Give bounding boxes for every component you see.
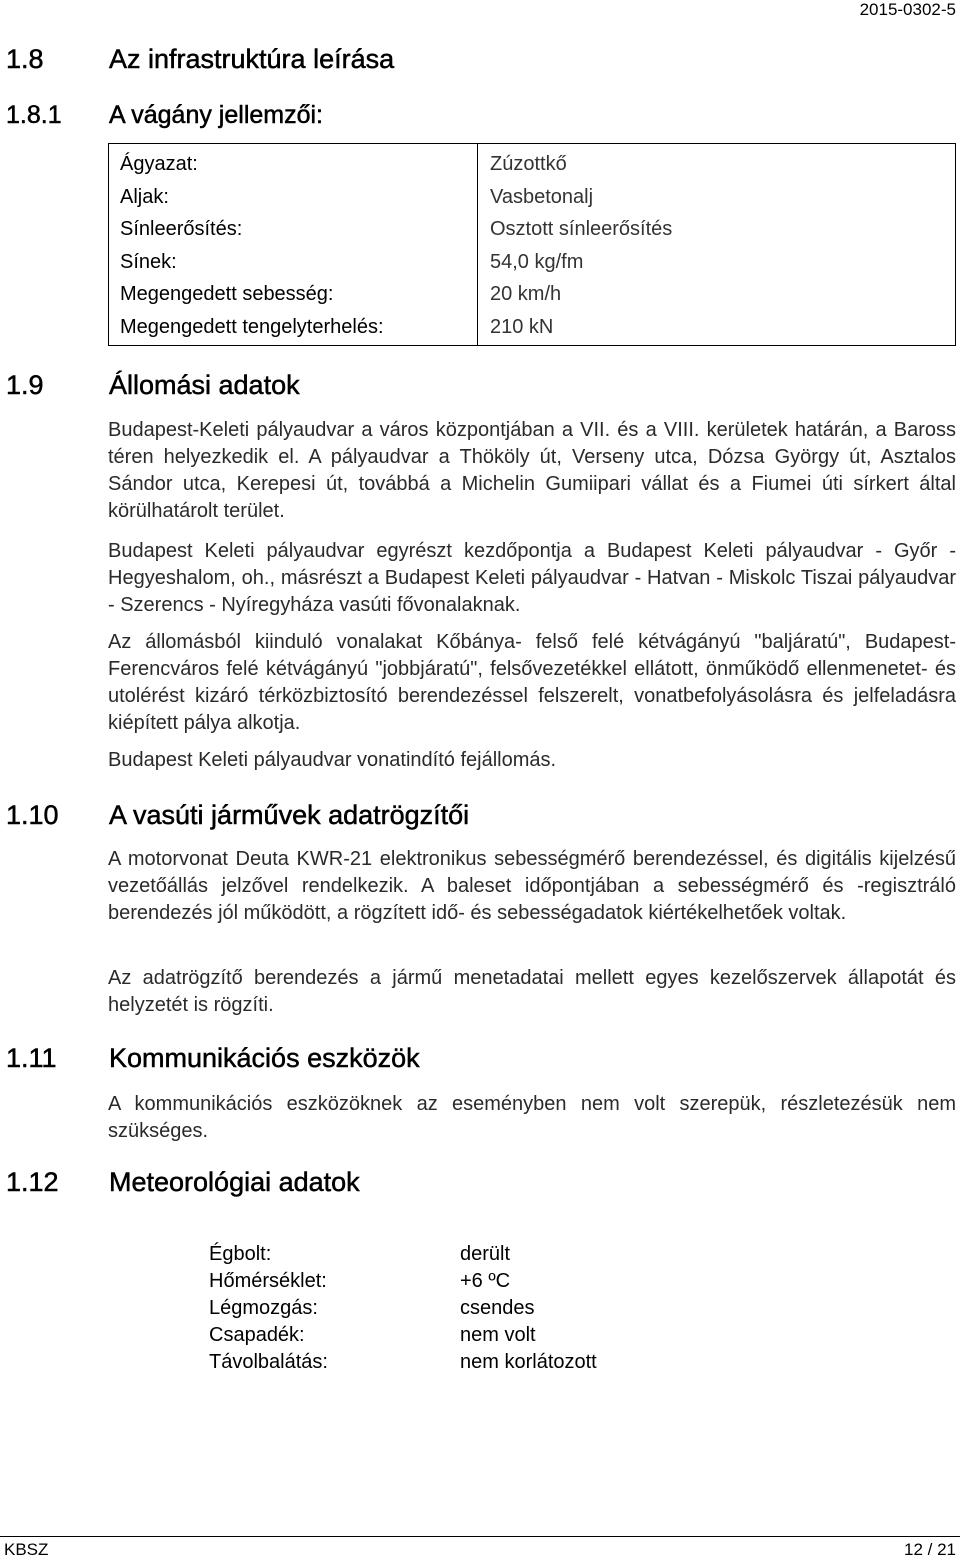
value-agyazat: Zúzottkő (490, 153, 567, 175)
label-aljak: Aljak: (120, 185, 169, 208)
weather-row (209, 1349, 597, 1376)
section-heading-1-8-1: 1.8.1 A vágány jellemzői: (6, 101, 324, 129)
weather-row (209, 1268, 597, 1295)
paragraph-1-9-lines: Budapest Keleti pályaudvar egyrészt kezdőpontja a Budapest Keleti pályaudvar - Győr - Hegyeshalom, oh., másrészt a Budapest Keleti pályaudvar - Hatvan - Miskolc Tiszai pályaudvar - Szerencs - Nyíregyháza vasúti fővonalaknak. (108, 540, 956, 616)
paragraph-1-9-terminus: Budapest Keleti pályaudvar vonatindító fejállomás. (108, 749, 557, 771)
document-id: 2015-0302-5 (859, 0, 956, 19)
footer-divider (0, 1536, 960, 1537)
label-sinleerosites: Sínleerősítés: (120, 218, 243, 240)
footer-page-number: 12 / 21 (904, 1540, 956, 1559)
value-aljak: Vasbetonalj (490, 185, 594, 208)
paragraph-1-9-location: Budapest-Keleti pályaudvar a város központjában a VII. és a VIII. kerületek határán, a Baross téren helyezkedik el. A pályaudvar a Thököly út, Verseny utca, Dózsa György út, Asztalos Sándor utca, Kerepesi út, továbbá a Michelin Gumiipari vállat és a Fiumei úti sírkert által körülhatárolt terület. (108, 419, 956, 522)
track-characteristics-table (108, 143, 956, 346)
weather-label: Égbolt: (209, 1243, 272, 1265)
track-labels-cell (109, 144, 478, 346)
paragraph-1-10-recorder: A motorvonat Deuta KWR-21 elektronikus sebességmérő berendezéssel, és digitális kijelzésű vezetőállás jelzővel rendelkezik. A baleset időpontjában a sebességmérő és -regisztráló berendezés jól működött, a rögzített idő- és sebességadatok kiértékelhetőek voltak. (108, 848, 956, 924)
paragraph-1-9-tracks: Az állomásból kiinduló vonalakat Kőbánya- felső felé kétvágányú "baljáratú", Budapest-Ferencváros felé kétvágányú "jobbjáratú", felsővezetékkel ellátott, önműködő ellenmenetet- és utolérést kizáró térközbiztosító berendezéssel felszerelt, vonatbefolyásolásra és jelfeladásra kiépített pálya alkotja. (108, 631, 956, 734)
weather-label: Légmozgás: (209, 1297, 318, 1319)
section-heading-1-12: 1.12 Meteorológiai adatok (6, 1167, 360, 1197)
weather-value: csendes (460, 1297, 535, 1319)
value-sinek: 54,0 kg/fm (490, 250, 584, 273)
section-heading-1-11: 1.11 Kommunikációs eszközök (6, 1043, 420, 1073)
paragraph-1-11-communication: A kommunikációs eszközöknek az eseményben nem volt szerepük, részletezésük nem szükséges. (108, 1093, 956, 1142)
section-heading-1-8: 1.8 Az infrastruktúra leírása (6, 44, 395, 74)
weather-label: Hőmérséklet: (209, 1270, 327, 1292)
track-values-cell (478, 144, 956, 346)
value-sinleerosites: Osztott sínleerősítés (490, 218, 673, 240)
weather-value: nem volt (460, 1324, 536, 1346)
weather-row (209, 1322, 597, 1349)
value-sebesseg: 20 km/h (490, 283, 562, 305)
weather-value: nem korlátozott (460, 1351, 597, 1373)
weather-row (209, 1241, 597, 1268)
weather-value: derült (460, 1243, 511, 1265)
footer-organization: KBSZ (4, 1540, 49, 1559)
value-tengelyterheles: 210 kN (490, 315, 554, 338)
label-sinek: Sínek: (120, 250, 177, 273)
section-heading-1-10: 1.10 A vasúti járművek adatrögzítői (6, 800, 470, 830)
label-agyazat: Ágyazat: (120, 153, 198, 175)
weather-label: Csapadék: (209, 1324, 305, 1346)
weather-value: +6 ºC (460, 1270, 511, 1292)
paragraph-1-10-data: Az adatrögzítő berendezés a jármű menetadatai mellett egyes kezelőszervek állapotát és helyzetét is rögzíti. (108, 967, 956, 1016)
label-tengelyterheles: Megengedett tengelyterhelés: (120, 315, 384, 338)
weather-row (209, 1295, 597, 1322)
label-sebesseg: Megengedett sebesség: (120, 283, 334, 305)
section-heading-1-9: 1.9 Állomási adatok (6, 370, 300, 400)
weather-data-list (209, 1241, 597, 1376)
weather-label: Távolbalátás: (209, 1351, 328, 1373)
